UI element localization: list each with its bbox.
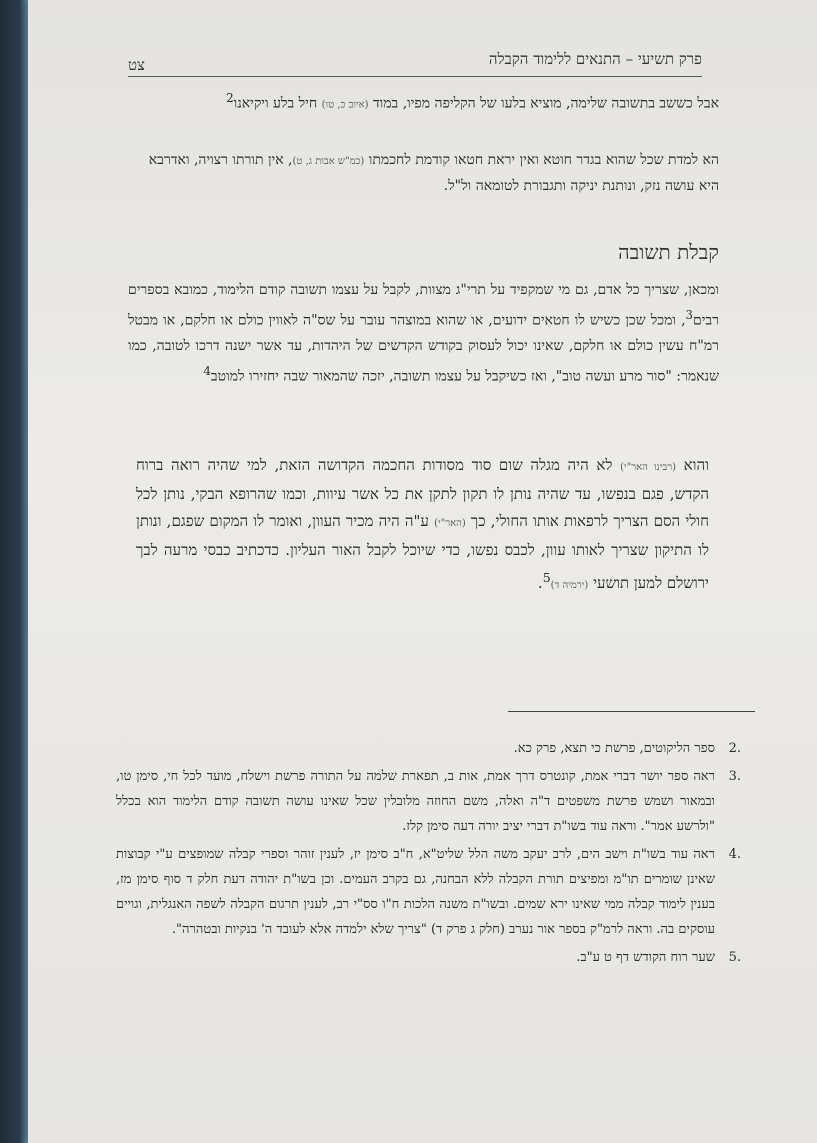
- quote-text-b: לא היה מגלה שום סוד מסודות החכמה הקדושה הזאת, למי שהיה רואה ברוח הקדש, פגם בנפשו, עד שהיה נותן לו תקון לתקן את כל אשר עיוות, וכמו שהרופא הבקי, נותן לכל חולי הסם הצריך לרפאות אותו החולי, כך: [136, 456, 709, 530]
- paragraph-2-ref: (כמ"ש אבות ג, ט): [292, 156, 365, 167]
- book-page: [28, 0, 817, 1143]
- footnote-text: שער רוח הקודש דף ט ע"ב.: [576, 950, 715, 965]
- quote-end: .: [537, 574, 543, 592]
- footnote-number: .2: [728, 741, 741, 756]
- footnote-marker-2[interactable]: 2: [226, 91, 234, 105]
- running-title: פרק תשיעי – התנאים ללימוד הקבלה: [488, 50, 702, 68]
- footnote-text: ראה ספר יושר דברי אמת, קונטרס דרך אמת, אות ב, תפארת שלמה על התורה פרשת וישלח, מועד לכל חי, סימן טו, ובמאור ושמש פרשת משפטים ד"ה ואלה, משם החוזה מלובלין שכל שאינו עושה תשובה קודם הלימוד הוא בכלל "ולרשע אמר". וראה עוד בשו"ת דברי יציב יורה דעה סימן קלז.: [116, 769, 715, 834]
- footnote-3: [116, 764, 741, 839]
- quote-paragraph: [136, 452, 709, 599]
- footnote-4: [116, 842, 741, 942]
- quote-ref-1: (רבינו האר"י): [620, 462, 677, 473]
- paragraph-3: [128, 278, 719, 389]
- footnotes: [116, 736, 741, 973]
- section-heading: קבלת תשובה: [618, 240, 719, 264]
- footnote-marker-4[interactable]: 4: [203, 363, 211, 378]
- quote-ref-2: (האר"י): [434, 518, 466, 529]
- paragraph-2: [128, 148, 719, 199]
- paragraph-2-tail: , אין תורתו רצויה, ואדרבא היא עושה נזק, ונותנת יניקה ותגבורת לטומאה ול"ל.: [148, 152, 719, 194]
- header-divider: [128, 76, 702, 77]
- paragraph-1-text: אבל כששב בתשובה שלימה, מוציא בלעו של הקליפה מפיו, במוד: [368, 95, 719, 112]
- footnote-marker-5[interactable]: 5: [542, 570, 551, 585]
- footnote-marker-3[interactable]: 3: [685, 308, 693, 322]
- footnote-2: [116, 736, 741, 761]
- quote-ref-3: (ירמיה ד): [550, 580, 589, 591]
- footnote-number: .4: [728, 847, 741, 862]
- paragraph-3-text-b: , ומכל שכן כשיש לו חטאים ידועים, או שהוא במוצהר עובר על שס"ה לאווין כולם או חלקם, או מבטל רמ"ח עשין כולם או חלקם, שאינו יכול לעסוק בקודש הקדשים של היהדות, עד אשר ישנה דרכו לטובה, כמו שנאמר: "סור מרע ועשה טוב", ואז כשיקבל על עצמו תשובה, יזכה שהמאור שבה יחזירו למוטב: [128, 312, 719, 385]
- footnote-text: ספר הליקוטים, פרשת כי תצא, פרק כא.: [513, 741, 715, 756]
- page-number: צט: [128, 56, 145, 74]
- footnote-5: [116, 945, 741, 970]
- quote-text-c: ע"ה היה מכיר העוון, ואומר לו המקום שפגם, ונותן לו התיקון שצריך לאותו עוון, לכבס נפשו, כדי שיוכל לקבל האור העליון. כדכתיב כבסי מרעה לבך ירושלם למען תושעי: [136, 512, 709, 592]
- paragraph-1-tail: חיל בלע ויקיאנו: [233, 95, 322, 112]
- footnote-text: ראה עוד בשו"ת וישב הים, לרב יעקב משה הלל שליט"א, ח"ב סימן יז, לענין זוהר וספרי קבלה שמופצים ע"י קבוצות שאינן שומרים תו"מ ומפיצים תורת הקבלה ללא הבחנה, גם בקרב העמים. וכן בשו"ת יהודה דעת חלק ד סוף סימן מז, בענין לימוד קבלה ממי שאינו ירא שמים. ובשו"ת משנה הלכות ח"ו סס"י רב, לענין תרגום הקבלה לשפה האנגלית, וגויים עוסקים בה. וראה לרמ"ק בספר אור נערב (חלק ג פרק ד) "צריך שלא ילמדה אלא לעובד ה' בנקיות ובטהרה".: [116, 847, 715, 937]
- footnote-divider: [508, 711, 755, 712]
- footnote-number: .3: [728, 769, 741, 784]
- paragraph-1: [128, 86, 719, 118]
- paragraph-3-text-a: ומכאן, שצריך כל אדם, גם מי שמקפיד על תרי"ג מצוות, לקבל על עצמו תשובה קודם הלימוד, כמובא בספרים רבים: [128, 282, 719, 329]
- paragraph-1-ref: (איוב כ, טו): [321, 99, 369, 111]
- paragraph-2-text: הא למדת שכל שהוא בגדר חוטא ואין יראת חטאו קודמת לחכמתו: [364, 152, 719, 168]
- footnote-number: .5: [728, 950, 741, 965]
- quote-text-a: והוא: [676, 456, 709, 474]
